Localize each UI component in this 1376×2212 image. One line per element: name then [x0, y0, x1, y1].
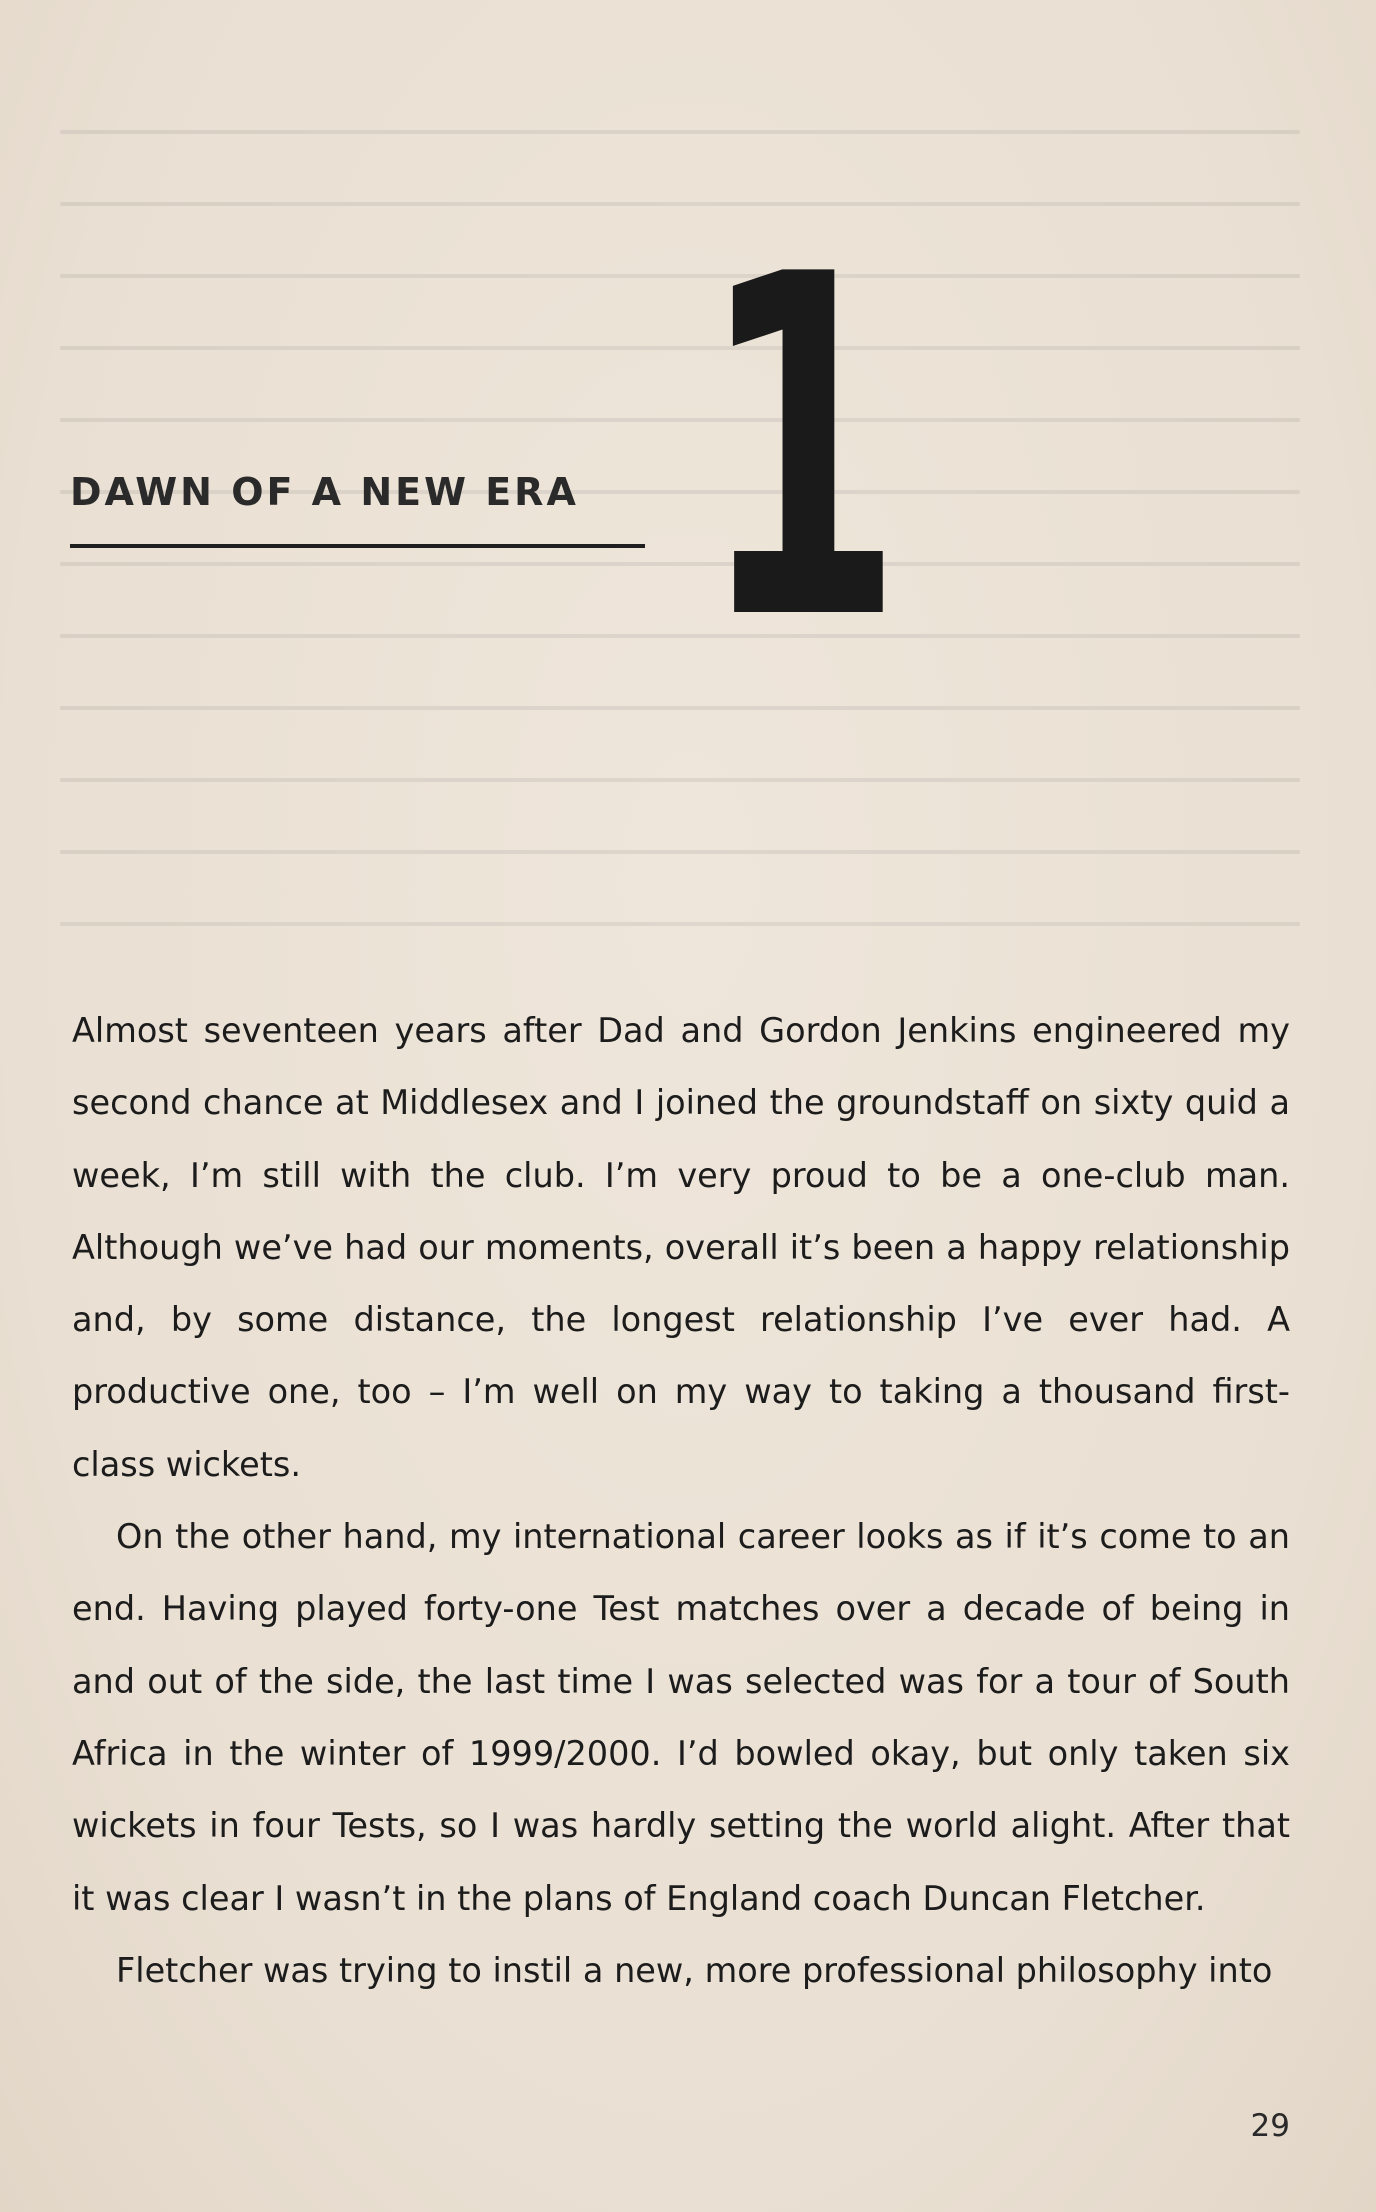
chapter-title-rule: [70, 544, 645, 548]
chapter-number: 1: [700, 176, 897, 723]
paragraph-3: Fletcher was trying to instil a new, more professional philosophy into: [116, 1950, 1273, 1990]
paragraph-1: Almost seventeen years after Dad and Gordon Jenkins engineered my second chance at Middlesex and I joined the groundstaff on sixty quid a week, I’m still with the club. I’m very proud to be a one-club man. Although we’ve had our moments, overall it’s been a happy relationship and, by some distance, the longest relationship I’ve ever had. A productive one, too – I’m well on my way to taking a thousand first-class wickets.: [72, 1011, 1290, 1484]
paragraph-2: On the other hand, my international career looks as if it’s come to an end. Having played forty-one Test matches over a decade of being in and out of the side, the last time I was selected was for a tour of South Africa in the winter of 1999/2000. I’d bowled okay, but only taken six wickets in four Tests, so I was hardly setting the world alight. After that it was clear I wasn’t in the plans of England coach Duncan Fletcher.: [72, 1517, 1290, 1918]
chapter-title: DAWN OF A NEW ERA: [70, 470, 579, 514]
body-text: [72, 995, 1290, 2007]
show-through-texture: [60, 130, 1300, 1030]
page-number: 29: [1250, 2108, 1290, 2144]
